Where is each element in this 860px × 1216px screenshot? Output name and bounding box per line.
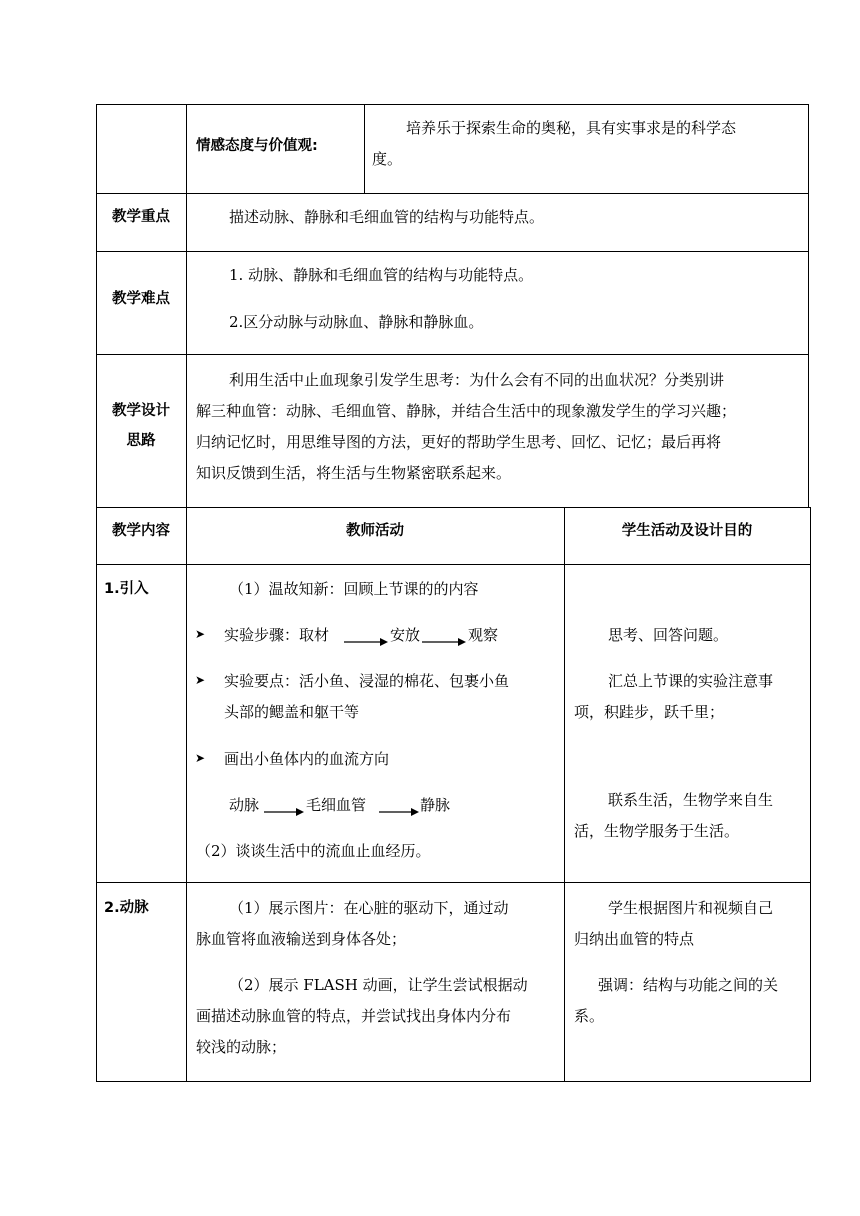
rule [808, 104, 809, 507]
header-teacher: 教师活动 [346, 523, 404, 539]
header-content: 教学内容 [112, 523, 170, 539]
rule [96, 882, 811, 883]
arrow-right-icon [422, 636, 466, 648]
arrow-right-icon [344, 636, 388, 648]
student-summary: 汇总上节课的实验注意事 [608, 672, 774, 690]
difficulty-item: 2.区分动脉与动脉血、静脉和静脉血。 [229, 313, 484, 331]
design-idea-label: 思路 [126, 433, 156, 449]
steps-label: 实验步骤：取材 [224, 626, 330, 644]
design-idea-line: 归纳记忆时，用思维导图的方法，更好的帮助学生思考、回忆、记忆；最后再将 [196, 433, 722, 451]
difficulty-item: 1. 动脉、静脉和毛细血管的结构与功能特点。 [229, 266, 534, 284]
design-idea-label: 教学设计 [112, 403, 170, 419]
design-idea-line: 解三种血管：动脉、毛细血管、静脉，并结合生活中的现象激发学生的学习兴趣； [196, 402, 737, 420]
student-life: 活，生物学服务于生活。 [574, 822, 740, 840]
steps-observe: 观察 [468, 626, 499, 644]
teacher-artery-p1: 脉血管将血液输送到身体各处； [196, 930, 407, 948]
steps-place: 安放 [390, 626, 421, 644]
teacher-artery-p2: 画描述动脉血管的特点，并尝试找出身体内分布 [196, 1007, 512, 1025]
teacher-talk: （2）谈谈生活中的流血止血经历。 [196, 842, 431, 860]
rule [96, 354, 809, 355]
teacher-artery-p2: 较浅的动脉； [196, 1038, 287, 1056]
flow-capillary: 毛细血管 [306, 796, 367, 814]
design-idea-line: 知识反馈到生活，将生活与生物紧密联系起来。 [196, 464, 512, 482]
teacher-review: （1）温故知新：回顾上节课的的内容 [229, 580, 479, 598]
rule [96, 1081, 811, 1082]
affective-goal-line: 度。 [372, 150, 403, 168]
rule [96, 193, 809, 194]
section-intro-title: 1.引入 [104, 581, 149, 597]
student-artery-s2: 系。 [574, 1007, 605, 1025]
student-artery-s2: 强调：结构与功能之间的关 [598, 976, 779, 994]
rule [96, 104, 809, 105]
points-line: 头部的鳃盖和躯干等 [224, 703, 360, 721]
student-life: 联系生活，生物学来自生 [608, 791, 774, 809]
key-point-label: 教学重点 [112, 209, 170, 225]
rule [96, 507, 97, 1082]
rule [186, 507, 187, 1082]
bullet-arrow-icon: ➤ [195, 627, 206, 641]
rule [364, 104, 365, 193]
student-artery-s1: 归纳出血管的特点 [574, 930, 695, 948]
flow-vein: 静脉 [420, 796, 451, 814]
arrow-right-icon [379, 806, 419, 818]
rule [564, 507, 565, 1082]
points-line: 实验要点：活小鱼、浸湿的棉花、包裹小鱼 [224, 672, 510, 690]
rule [96, 564, 811, 565]
student-think: 思考、回答问题。 [608, 626, 729, 644]
student-artery-s1: 学生根据图片和视频自己 [608, 899, 774, 917]
affective-goal-label: 情感态度与价值观: [196, 138, 318, 154]
flow-artery: 动脉 [229, 796, 260, 814]
design-idea-line: 利用生活中止血现象引发学生思考：为什么会有不同的出血状况？分类别讲 [229, 371, 725, 389]
bullet-arrow-icon: ➤ [195, 751, 206, 765]
section-artery-title: 2.动脉 [104, 900, 149, 916]
draw-flow: 画出小鱼体内的血流方向 [224, 750, 390, 768]
teacher-artery-p1: （1）展示图片：在心脏的驱动下，通过动 [229, 899, 509, 917]
student-summary: 项，积跬步，跃千里； [574, 703, 725, 721]
teacher-artery-p2: （2）展示 FLASH 动画，让学生尝试根据动 [229, 976, 528, 994]
key-point-content: 描述动脉、静脉和毛细血管的结构与功能特点。 [229, 208, 545, 226]
rule [96, 251, 809, 252]
rule [810, 507, 811, 1082]
affective-goal-line: 培养乐于探索生命的奥秘，具有实事求是的科学态 [406, 119, 737, 137]
arrow-right-icon [264, 806, 304, 818]
rule [96, 507, 811, 508]
bullet-arrow-icon: ➤ [195, 673, 206, 687]
header-student: 学生活动及设计目的 [621, 523, 753, 539]
rule [186, 104, 187, 507]
difficulty-label: 教学难点 [112, 291, 170, 307]
